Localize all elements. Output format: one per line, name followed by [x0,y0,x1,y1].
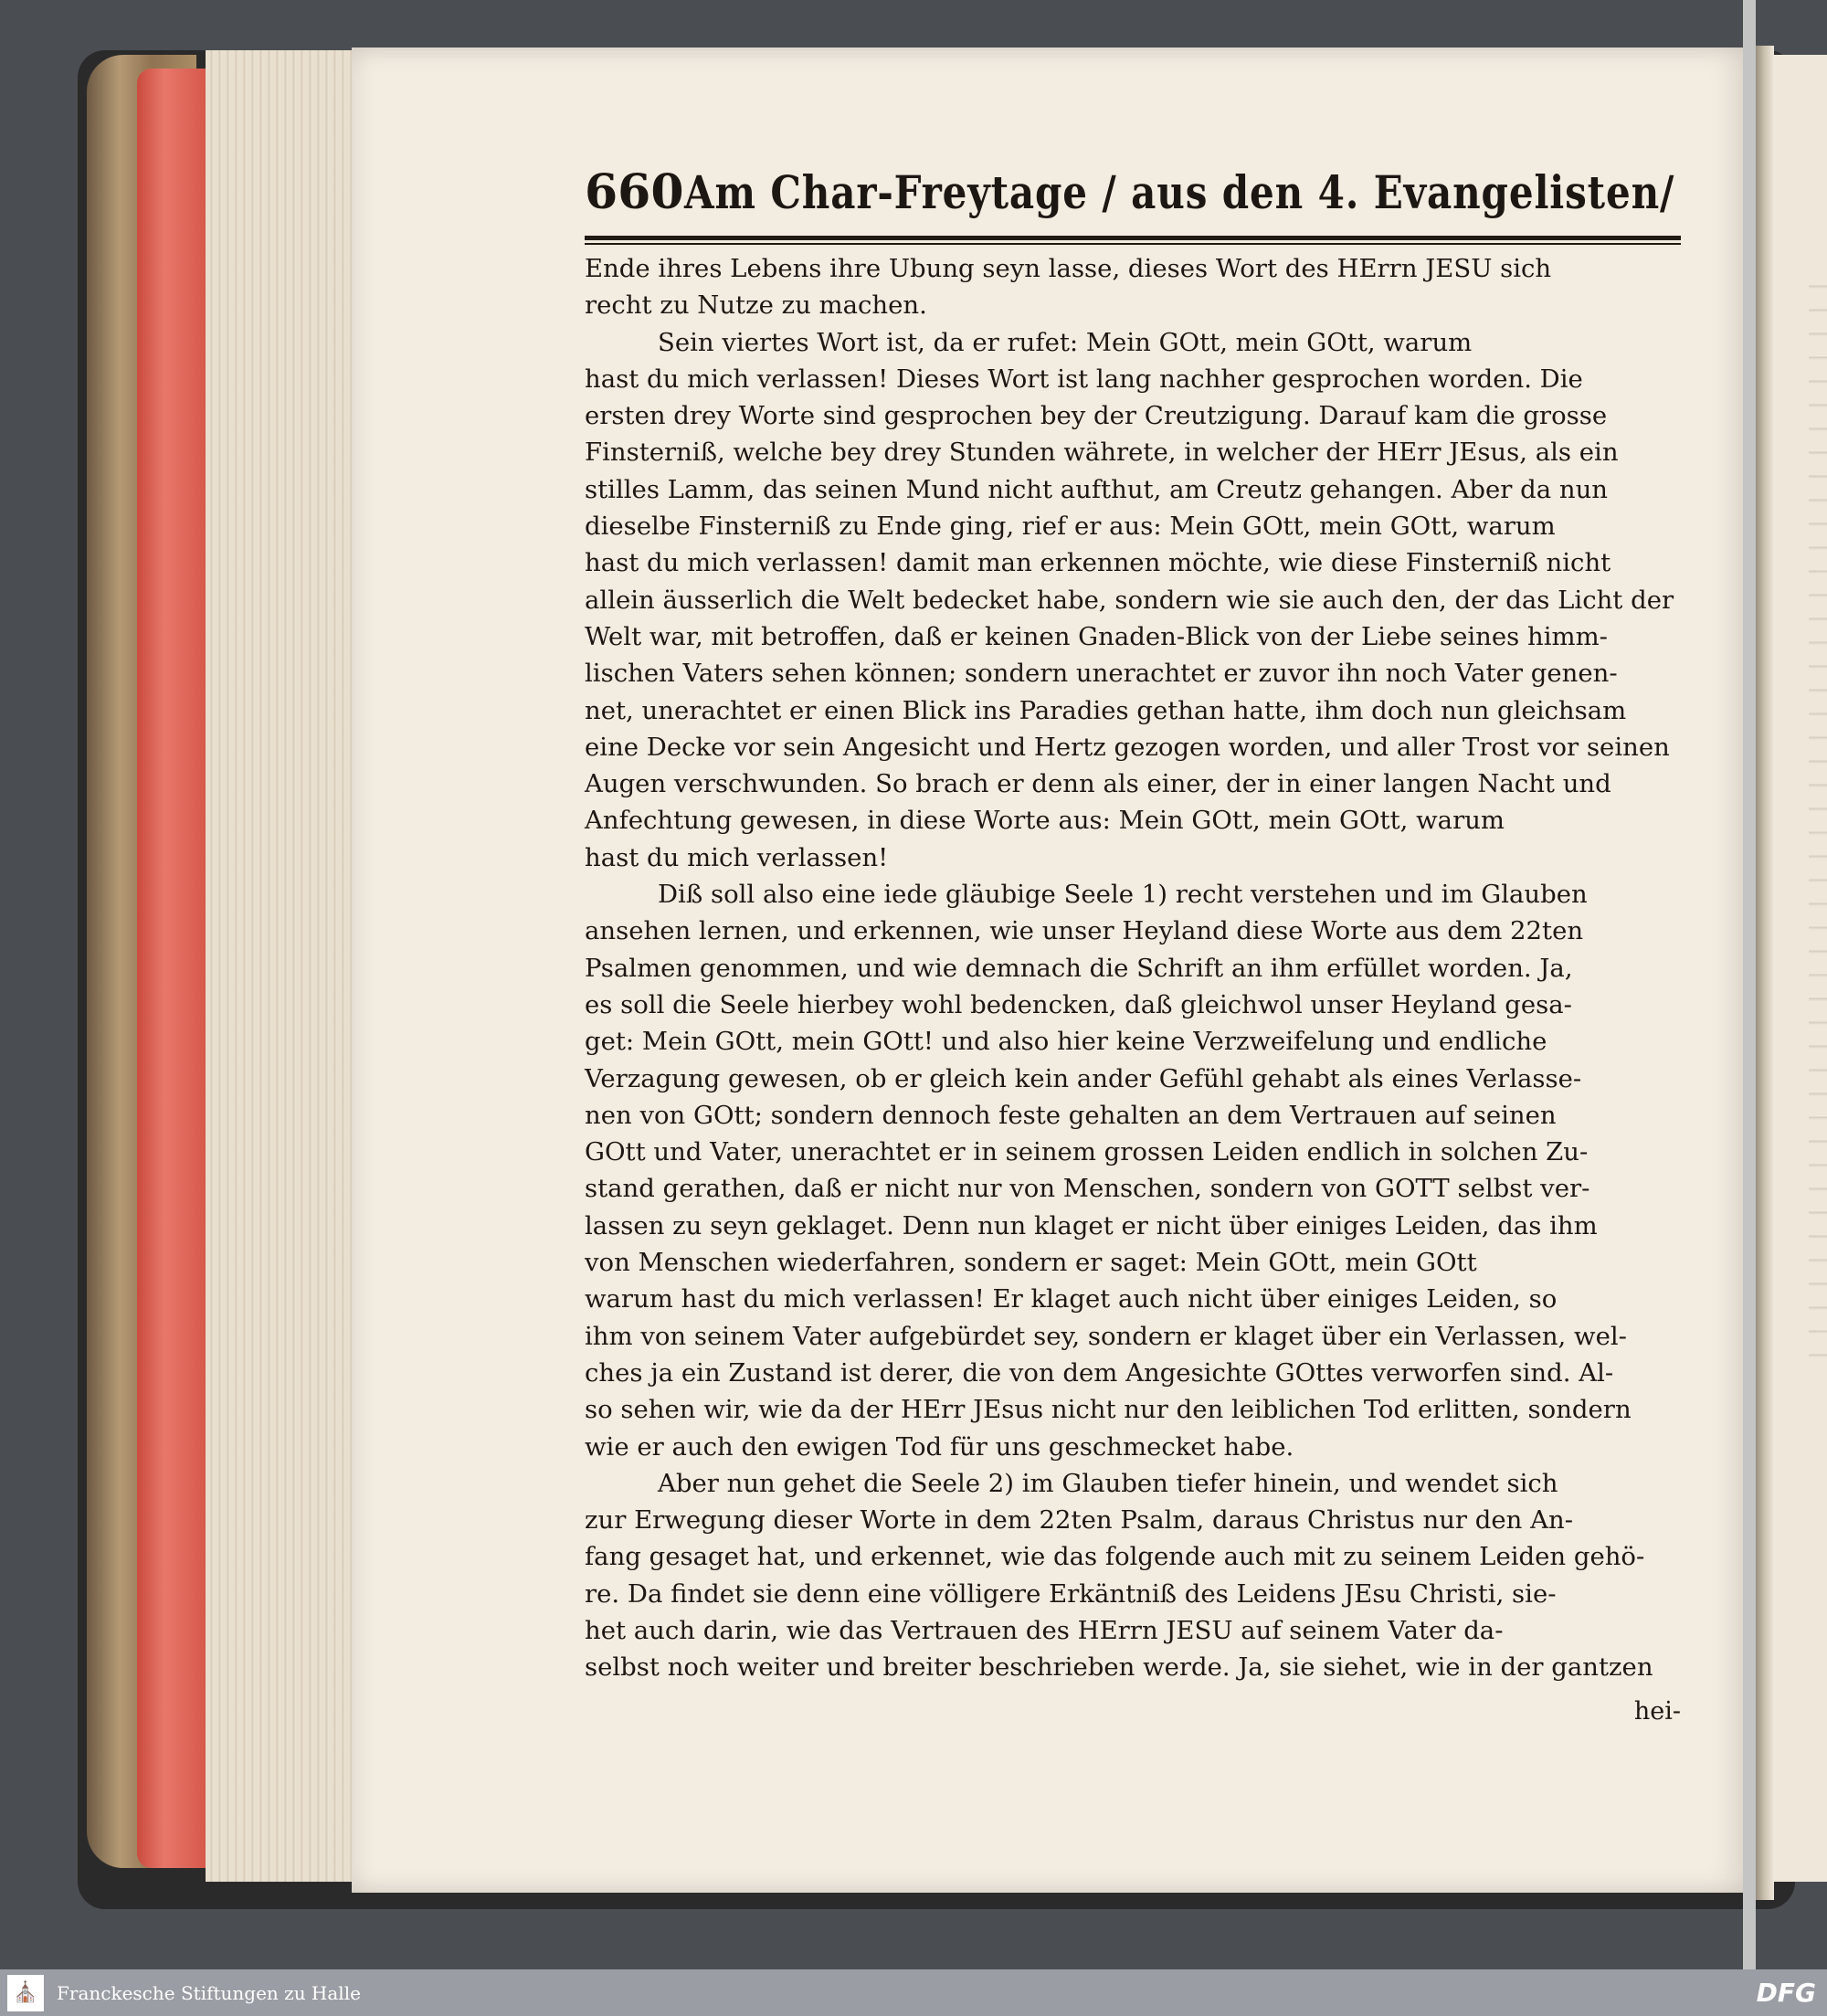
text-line: ches ja ein Zustand ist derer, die von dem Angesichte GOttes verworfen sind. Al- [585,1357,1614,1388]
viewer-footer [0,1969,1827,2016]
text-line: Augen verschwunden. So brach er denn als einer, der in einer langen Nacht und [585,769,1611,799]
text-line: lassen zu seyn geklaget. Denn nun klaget er nicht über einiges Leiden, das ihm [585,1210,1598,1240]
text-line: get: Mein GOtt, mein GOtt! und also hier keine Verzweifelung und endliche [585,1027,1547,1057]
text-line: Anfechtung gewesen, in diese Worte aus: Mein GOtt, mein GOtt, warum [585,806,1505,836]
text-line: so sehen wir, wie da der HErr JEsus nicht nur den leiblichen Tod erlitten, sondern [585,1395,1632,1425]
red-page-edge [137,69,206,1868]
text-line: Welt war, mit betroffen, daß er keinen Gnaden-Blick von der Liebe seines himm- [585,621,1608,651]
text-line: eine Decke vor sein Angesicht und Hertz gezogen worden, und aller Trost vor seinen [585,732,1670,762]
text-line: allein äusserlich die Welt bedecket habe, sondern wie sie auch den, der das Licht der [585,585,1674,615]
text-line: ersten drey Worte sind gesprochen bey der Creutzigung. Darauf kam die grosse [585,401,1608,431]
catchword: hei- [1633,1697,1681,1726]
page-number: 660 [585,164,684,220]
running-header [585,164,1681,237]
text-line: wie er auch den ewigen Tod für uns geschmecket habe. [585,1431,1294,1462]
running-title: Am Char-Freytage / aus den 4. Evangelisten/ [683,165,1674,219]
text-line: nen von GOtt; sondern dennoch feste gehalten an dem Vertrauen auf seinen [585,1100,1557,1130]
text-line: dieselbe Finsterniß zu Ende ging, rief er aus: Mein GOtt, mein GOtt, warum [585,512,1556,542]
text-line: het auch darin, wie das Vertrauen des HErrn JESU auf seinem Vater da- [585,1615,1504,1645]
text-line: Sein viertes Wort ist, da er rufet: Mein GOtt, mein GOtt, warum [658,327,1473,357]
text-line: lischen Vaters sehen können; sondern unerachtet er zuvor ihn noch Vater genen- [585,659,1618,689]
text-line: hast du mich verlassen! damit man erkennen möchte, wie diese Finsterniß nicht [585,548,1611,578]
institution-logo-glyph: ⛪ [13,1981,38,2004]
text-line: re. Da findet sie denn eine völligere Erkäntniß des Leidens JEsu Christi, sie- [585,1578,1557,1609]
bleed-through-text [1809,265,1827,1361]
text-line: stand gerathen, daß er nicht nur von Menschen, sondern von GOTT selbst ver- [585,1174,1590,1204]
header-rule-thin [585,243,1681,245]
dfg-logo[interactable]: DFG [1756,1978,1816,2008]
institution-name[interactable]: Franckesche Stiftungen zu Halle [57,1981,361,2004]
body-text [585,250,1681,1686]
text-line: stilles Lamm, das seinen Mund nicht aufthut, am Creutz gehangen. Aber da nun [585,474,1609,504]
text-line: warum hast du mich verlassen! Er klaget auch nicht über einiges Leiden, so [585,1284,1558,1314]
text-line: selbst noch weiter und breiter beschrieben werde. Ja, sie siehet, wie in der gantzen [585,1652,1653,1683]
text-line: Aber nun gehet die Seele 2) im Glauben tiefer hinein, und wendet sich [658,1468,1558,1498]
text-line: recht zu Nutze zu machen. [585,290,927,321]
text-line: Finsterniß, welche bey drey Stunden währete, in welcher der HErr JEsus, als ein [585,438,1619,468]
text-line: ansehen lernen, und erkennen, wie unser Heyland diese Worte aus dem 22ten [585,916,1584,946]
text-line: von Menschen wiederfahren, sondern er saget: Mein GOtt, mein GOtt [585,1248,1477,1278]
institution-logo-icon[interactable] [7,1975,44,2011]
header-rule-thick [585,236,1681,240]
text-line: hast du mich verlassen! [585,842,889,872]
text-line: Diß soll also eine iede gläubige Seele 1) recht verstehen und im Glauben [658,880,1588,910]
scanner-clamp [1743,0,1756,1969]
text-line: Verzagung gewesen, ob er gleich kein ander Gefühl gehabt als eines Verlasse- [585,1063,1582,1093]
text-line: GOtt und Vater, unerachtet er in seinem grossen Leiden endlich in solchen Zu- [585,1137,1589,1167]
text-line: Psalmen genommen, und wie demnach die Schrift an ihm erfüllet worden. Ja, [585,953,1573,983]
text-line: ihm von seinem Vater aufgebürdet sey, sondern er klaget über ein Verlassen, wel- [585,1321,1627,1351]
text-line: es soll die Seele hierbey wohl bedencken, daß gleichwol unser Heyland gesa- [585,989,1572,1019]
text-line: zur Erwegung dieser Worte in dem 22ten Psalm, daraus Christus nur den An- [585,1505,1573,1536]
text-line: net, unerachtet er einen Blick ins Paradies gethan hatte, ihm doch nun gleichsam [585,695,1627,725]
text-line: fang gesaget hat, und erkennet, wie das folgende auch mit zu seinem Leiden gehö- [585,1542,1645,1572]
text-line: Ende ihres Lebens ihre Ubung seyn lasse, dieses Wort des HErrn JESU sich [585,254,1552,283]
book-gutter [1754,46,1774,1900]
page-stack-edges [206,50,352,1882]
text-line: hast du mich verlassen! Dieses Wort ist lang nachher gesprochen worden. Die [585,364,1583,394]
